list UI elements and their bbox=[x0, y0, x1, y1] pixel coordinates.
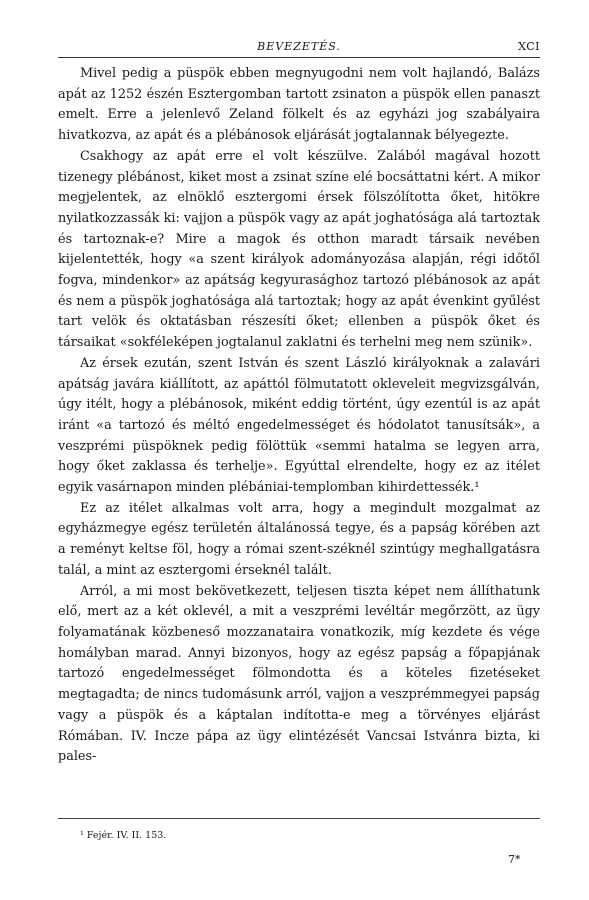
page-header bbox=[58, 36, 540, 60]
paragraph: Arról, a mi most bekövetkezett, teljesen tiszta képet nem állíthatunk elő, mert az a két oklevél, a mit a veszprémi levéltár megőrzött, az ügy folyamatának közbeneső mozzanataira vonatkozik, míg kezdete és vége homályban marad. Annyi bizonyos, hogy az egész papság a főpapjának tartozó engedelmességet fölmondotta és a köteles fizetéseket megtagadta; de nincs tudomásunk arról, vajjon a veszprémmegyei papság vagy a püspök és a káptalan indította-e meg a törvényes eljárást Rómában. IV. Incze pápa az ügy elintézését Vancsai Istvánra bizta, ki pales- bbox=[58, 583, 540, 765]
paragraph: Csakhogy az apát erre el volt készülve. Zalából magával hozott tizenegy plébánost, kiket most a zsinat színe elé bocsáttatni kért. A mikor megjelentek, az elnöklő esztergomi érsek fölszólította őket, hitökre nyilatkozzassák ki: vajjon a püspök vagy az apát joghatósága alá tartoztak és tartoznak-e? Mire a magok és otthon maradt társaik nevében kijelentették, hogy «a szent királyok adományozása alapján, régi időtől fogva, mindenkor» az apátság kegyurasághoz tartozó plébánosok az apát és nem a püspök joghatósága alá tartoztak; hogy az apát évenkint gyűlést tart velök és oktatásban részesíti őket; ellenben a püspök őket és társaikat «sokféleképen jogtalanul zaklatni és terhelni meg nem szünik». bbox=[58, 148, 540, 351]
paragraph: Ez az itélet alkalmas volt arra, hogy a megindult mozgalmat az egyházmegye egész területén általánossá tegye, és a papság körében azt a reményt keltse föl, hogy a római szent-széknél szintúgy meghallgatásra talál, a mint az esztergomi érseknél talált. bbox=[58, 500, 540, 578]
body-text bbox=[58, 64, 540, 768]
signature-mark: 7* bbox=[508, 853, 521, 866]
paragraph: Az érsek ezután, szent István és szent László királyoknak a zalavári apátság javára kiállított, az apáttól fölmutatott okleveleit megvizsgálván, úgy itélt, hogy a plébánosok, miként eddig történt, úgy ezentúl is az apát iránt «a tartozó és méltó engedelmességet és hódolatot tanusítsák», a veszprémi püspöknek pedig fölöttük «semmi hatalma se legyen arra, hogy őket zaklassa és terhelje». Egyúttal elrendelte, hogy ez az itélet egyik vasárnapon minden plébániai-templomban kihirdettessék.¹ bbox=[58, 355, 540, 496]
paragraph: Mivel pedig a püspök ebben megnyugodni nem volt hajlandó, Balázs apát az 1252 észén Esztergomban tartott zsinaton a püspök ellen panaszt emelt. Erre a jelenlevő Zeland fölkelt és az egyházi jog szabályaira hivatkozva, az apát és a plébánosok eljárását jogtalannak bélyegezte. bbox=[58, 66, 540, 144]
footnote-rule bbox=[58, 818, 540, 819]
footnote: ¹ Fejér. IV. II. 153. bbox=[80, 830, 167, 841]
header-rule bbox=[58, 57, 540, 58]
running-head-title: BEVEZETÉS. bbox=[257, 40, 341, 53]
page-number: XCI bbox=[518, 40, 540, 53]
